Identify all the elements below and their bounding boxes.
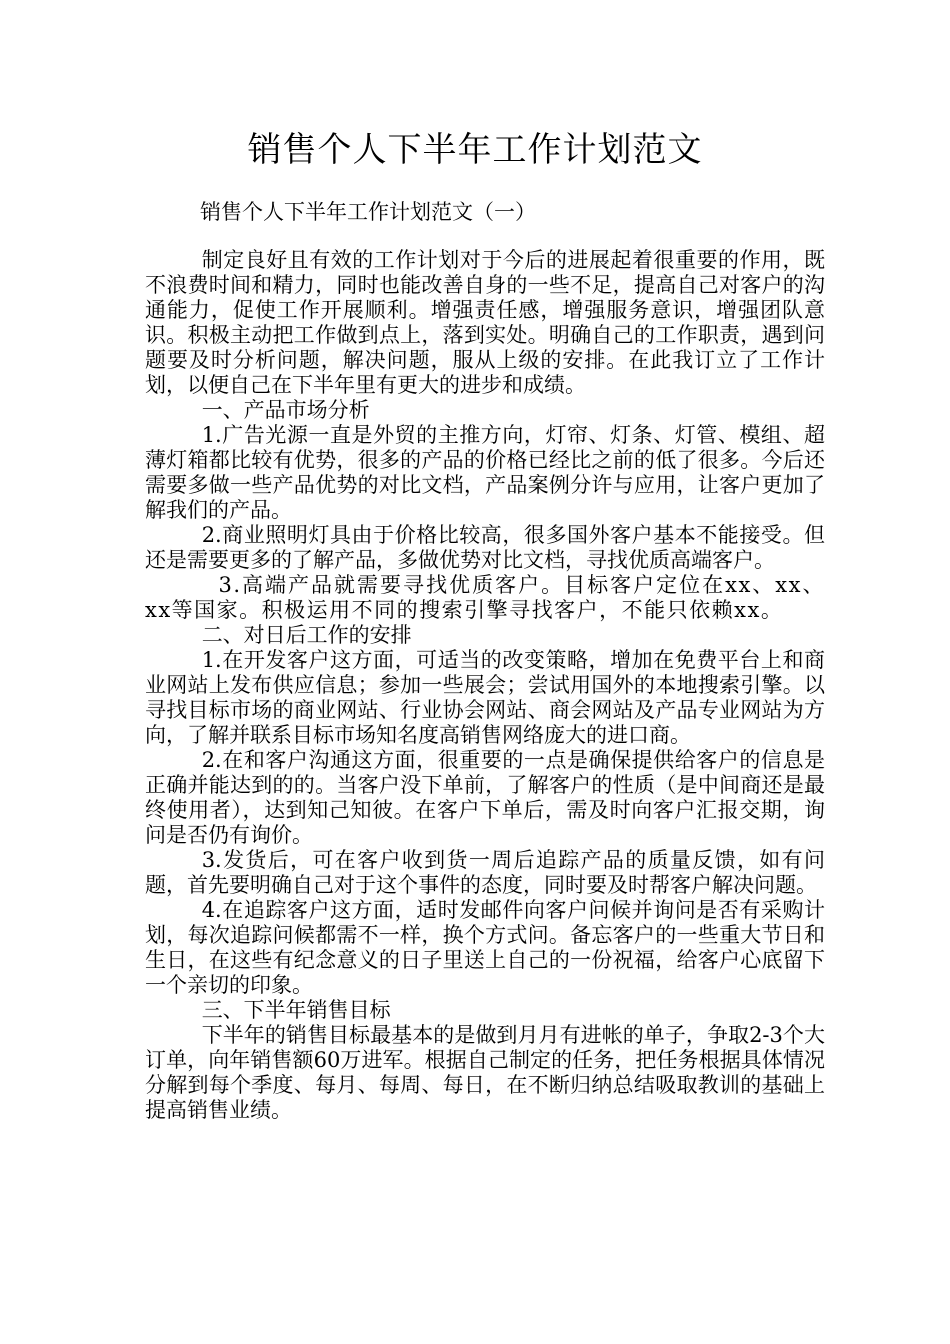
market-analysis-paragraph-1: 1.广告光源一直是外贸的主推方向，灯帘、灯条、灯管、模组、超薄灯箱都比较有优势，很多的产品的价格已经比之前的低了很多。今后还需要多做一些产品优势的对比文档，产品案例分许与应用，让客户更加了解我们的产品。 (145, 423, 825, 522)
work-arrangement-paragraph-3: 3.发货后，可在客户收到货一周后追踪产品的质量反馈，如有问题，首先要明确自己对于这个事件的态度，同时要及时帮客户解决问题。 (145, 848, 825, 897)
section-heading-sales-target: 三、下半年销售目标 (201, 998, 391, 1022)
section-heading-work-arrangement: 二、对日后工作的安排 (201, 623, 412, 647)
document-subtitle: 销售个人下半年工作计划范文（一） (200, 200, 536, 224)
sales-target-paragraph: 下半年的销售目标最基本的是做到月月有进帐的单子，争取2-3个大订单，向年销售额60万进军。根据自己制定的任务，把任务根据具体情况分解到每个季度、每月、每周、每日，在不断归纳总结吸取教训的基础上提高销售业绩。 (145, 1023, 825, 1122)
document-body (145, 248, 825, 1123)
intro-paragraph: 制定良好且有效的工作计划对于今后的进展起着很重要的作用，既不浪费时间和精力，同时也能改善自身的一些不足，提高自己对客户的沟通能力，促使工作开展顺利。增强责任感，增强服务意识，增强团队意识。积极主动把工作做到点上，落到实处。明确自己的工作职责，遇到问题要及时分析问题，解决问题，服从上级的安排。在此我订立了工作计划，以便自己在下半年里有更大的进步和成绩。 (145, 248, 825, 397)
work-arrangement-paragraph-4: 4.在追踪客户这方面，适时发邮件向客户问候并询问是否有采购计划，每次追踪问候都需不一样，换个方式问。备忘客户的一些重大节日和生日，在这些有纪念意义的日子里送上自己的一份祝福，给客户心底留下一个亲切的印象。 (145, 898, 825, 997)
market-analysis-paragraph-2: 2.商业照明灯具由于价格比较高，很多国外客户基本不能接受。但还是需要更多的了解产品，多做优势对比文档，寻找优质高端客户。 (145, 523, 825, 572)
work-arrangement-paragraph-2: 2.在和客户沟通这方面，很重要的一点是确保提供给客户的信息是正确并能达到的的。当客户没下单前，了解客户的性质（是中间商还是最终使用者），达到知己知彼。在客户下单后，需及时向客户汇报交期，询问是否仍有询价。 (145, 748, 825, 847)
document-title: 销售个人下半年工作计划范文 (247, 130, 703, 170)
work-arrangement-paragraph-1: 1.在开发客户这方面，可适当的改变策略，增加在免费平台上和商业网站上发布供应信息；参加一些展会；尝试用国外的本地搜索引擎。以寻找目标市场的商业网站、行业协会网站、商会网站及产品专业网站为方向，了解并联系目标市场知名度高销售网络庞大的进口商。 (145, 648, 825, 747)
market-analysis-paragraph-3: 3.高端产品就需要寻找优质客户。目标客户定位在xx、xx、xx等国家。积极运用不同的搜索引擎寻找客户，不能只依赖xx。 (145, 573, 825, 622)
section-heading-market-analysis: 一、产品市场分析 (201, 398, 370, 422)
